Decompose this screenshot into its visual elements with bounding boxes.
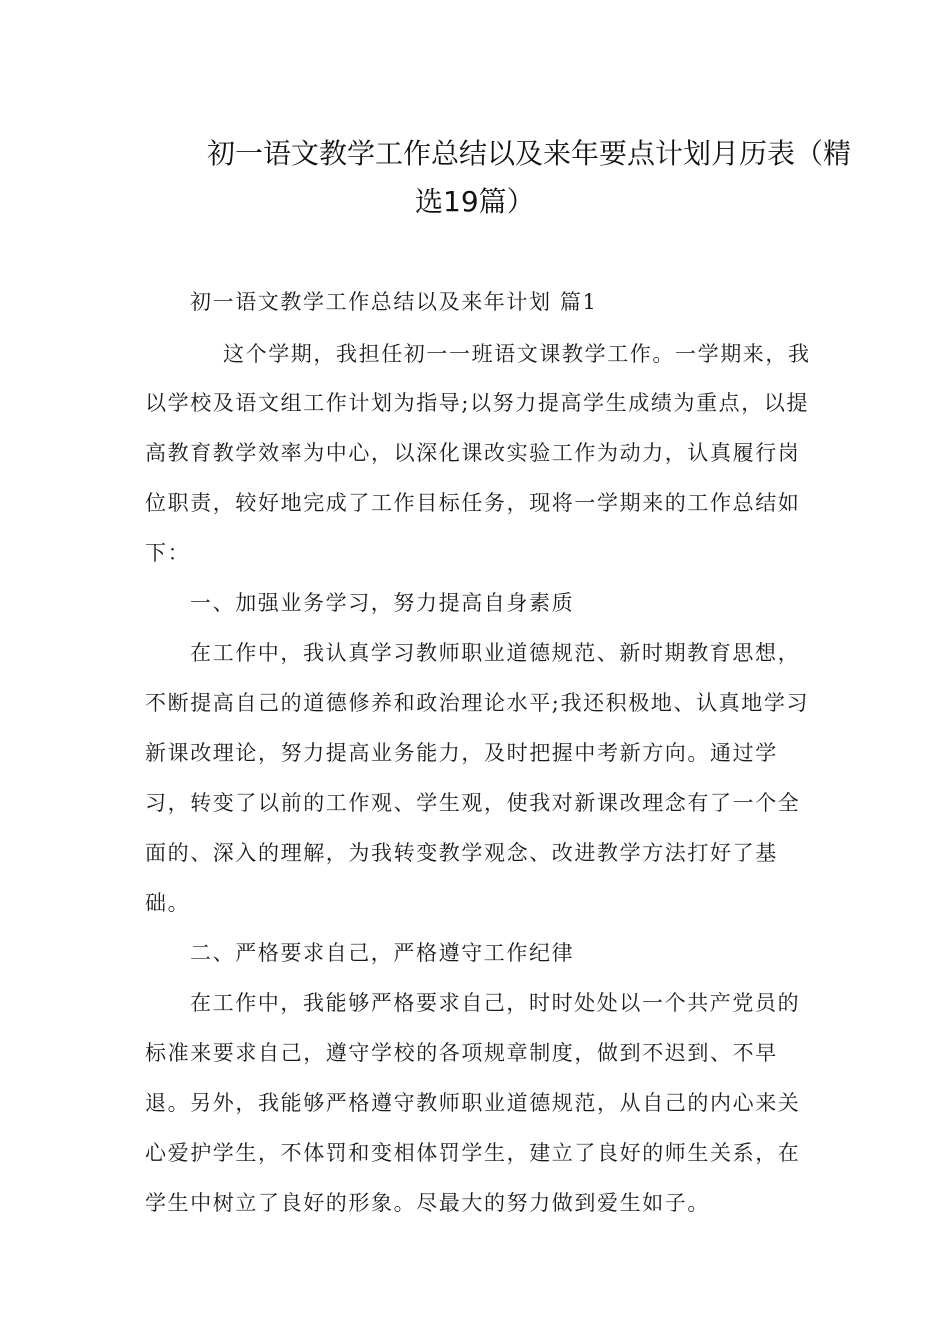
paragraph-line: 新课改理论，努力提高业务能力，及时把握中考新方向。通过学 bbox=[145, 741, 778, 765]
paragraph-line: 在工作中，我能够严格要求自己，时时处处以一个共产党员的 bbox=[190, 991, 801, 1015]
document-title-line-2: 选19篇） bbox=[415, 185, 535, 218]
section-heading: 初一语文教学工作总结以及来年计划 篇1 bbox=[190, 290, 598, 314]
document-title-line-1: 初一语文教学工作总结以及来年要点计划月历表（精 bbox=[207, 137, 852, 170]
paragraph-line: 学生中树立了良好的形象。尽最大的努力做到爱生如子。 bbox=[145, 1191, 710, 1215]
paragraph-line: 下： bbox=[145, 541, 191, 565]
paragraph-line: 以学校及语文组工作计划为指导;以努力提高学生成绩为重点，以提 bbox=[145, 391, 810, 415]
paragraph-line: 高教育教学效率为中心，以深化课改实验工作为动力，认真履行岗 bbox=[145, 441, 801, 465]
paragraph-line: 础。 bbox=[145, 891, 191, 915]
paragraph-line: 退。另外，我能够严格遵守教师职业道德规范，从自己的内心来关 bbox=[145, 1091, 801, 1115]
paragraph-line: 标准来要求自己，遵守学校的各项规章制度，做到不迟到、不早 bbox=[145, 1041, 778, 1065]
paragraph-line: 位职责，较好地完成了工作目标任务，现将一学期来的工作总结如 bbox=[145, 491, 801, 515]
paragraph-line: 不断提高自己的道德修养和政治理论水平;我还积极地、认真地学习 bbox=[145, 691, 810, 715]
paragraph-line: 这个学期，我担任初一一班语文课教学工作。一学期来，我 bbox=[223, 342, 811, 366]
section-heading: 二、严格要求自己，严格遵守工作纪律 bbox=[190, 941, 575, 965]
paragraph-line: 面的、深入的理解，为我转变教学观念、改进教学方法打好了基 bbox=[145, 841, 778, 865]
paragraph-line: 心爱护学生，不体罚和变相体罚学生，建立了良好的师生关系，在 bbox=[145, 1141, 801, 1165]
section-heading: 一、加强业务学习，努力提高自身素质 bbox=[190, 591, 575, 615]
paragraph-line: 在工作中，我认真学习教师职业道德规范、新时期教育思想， bbox=[190, 641, 801, 665]
paragraph-line: 习，转变了以前的工作观、学生观，使我对新课改理念有了一个全 bbox=[145, 791, 801, 815]
